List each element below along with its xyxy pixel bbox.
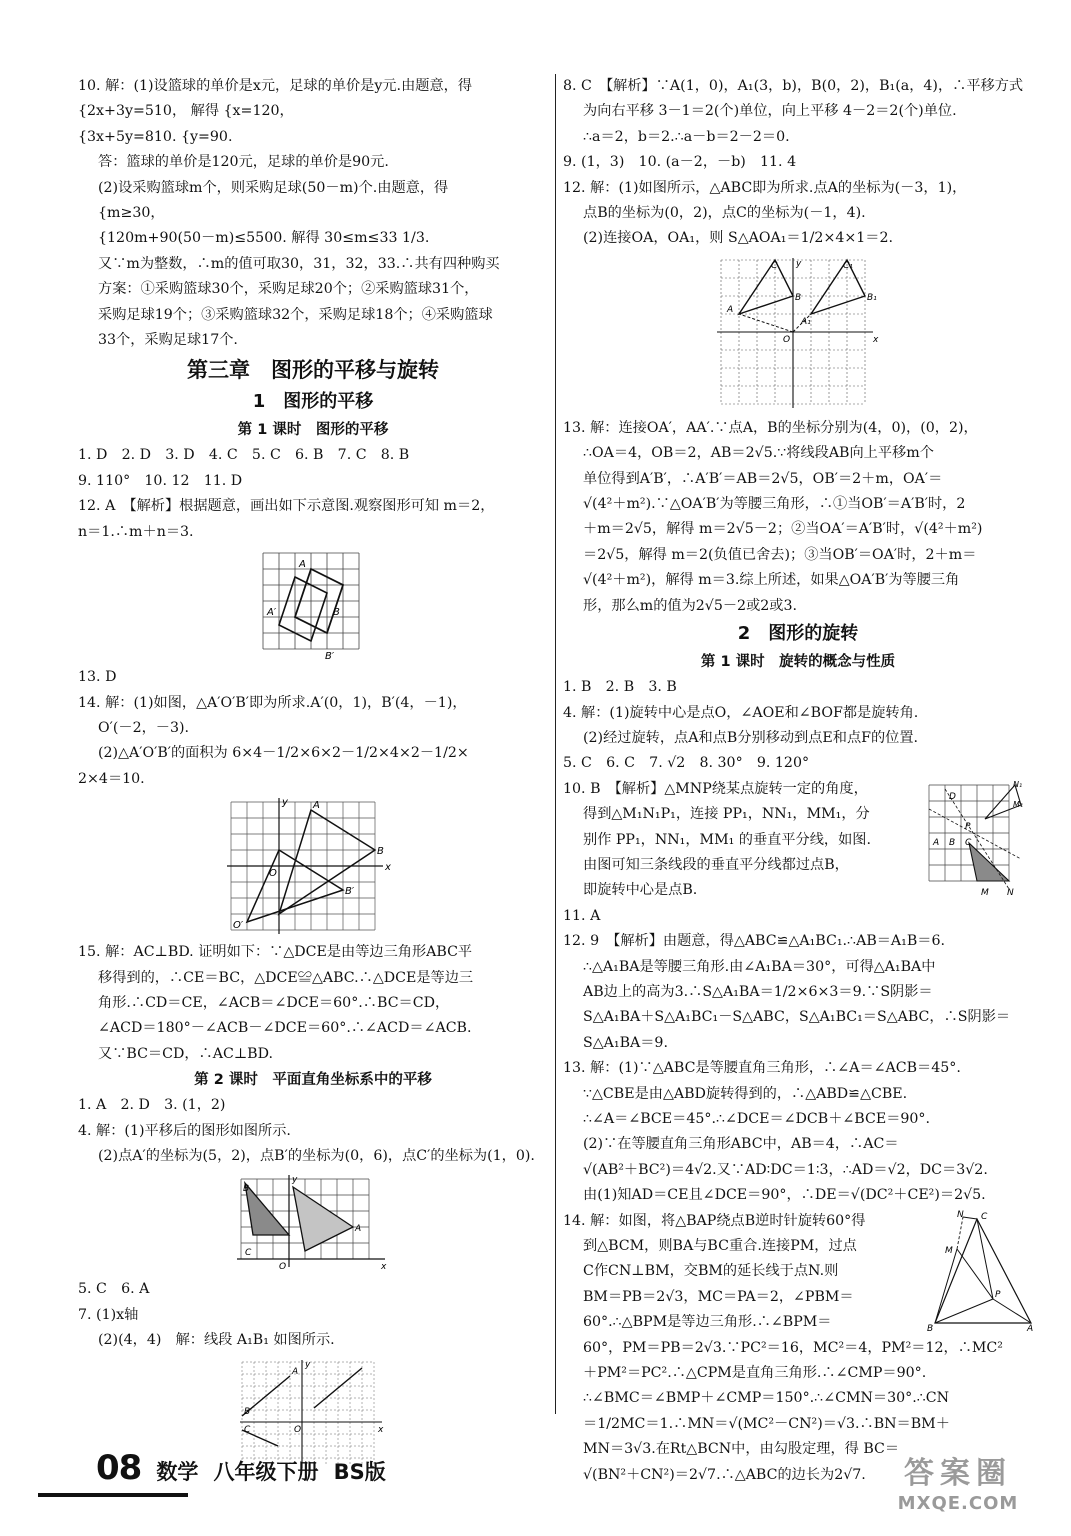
- text-line: ＋m＝2√5，解得 m＝2√5－2；②当OA′＝A′B′时，√(4²＋m²): [583, 521, 983, 538]
- text-line: ＝2√5，解得 m＝2(负值已舍去)；③当OB′＝OA′时，2＋m＝: [583, 546, 977, 563]
- text-line: 答：篮球的单价是120元，足球的单价是90元.: [98, 154, 389, 171]
- text-line: MN＝3√3.在Rt△BCN中，由勾股定理，得 BC＝: [583, 1441, 900, 1458]
- label-y: y: [796, 258, 802, 269]
- text-line: ＋PM²＝PC².∴△CPM是直角三角形.∴∠CMP＝90°.: [583, 1365, 927, 1382]
- text-line: S△A₁BA＝9.: [583, 1034, 668, 1051]
- text-line: 14. 解：(1)如图，△A′O′B′即为所求.A′(0，1)，B′(4，－1)，: [78, 694, 467, 711]
- label-b1: B₁: [867, 292, 877, 303]
- text-line: n＝1.∴m＋n＝3.: [78, 523, 194, 540]
- text-line: 13. 解：(1)∵△ABC是等腰直角三角形，∴∠A＝∠ACB＝45°.: [563, 1060, 961, 1077]
- text-line: 到△BCM，则BA与BC重合.连接PM，过点: [583, 1238, 857, 1255]
- label-c: C: [965, 837, 972, 848]
- label-c: C: [981, 1211, 988, 1222]
- text-line: 又∵BC＝CD，∴AC⊥BD.: [98, 1045, 273, 1062]
- right-column: [563, 74, 1033, 1488]
- text-line: √(4²＋m²).∵△OA′B′为等腰三角形，∴①当OB′＝A′B′时，2: [583, 496, 966, 513]
- text-line: 7. (1)x轴: [78, 1306, 139, 1323]
- text-line: ∴∠A＝∠BCE＝45°.∴∠DCE＝∠DCB＋∠BCE＝90°.: [583, 1111, 931, 1127]
- text-line: (2)设采购篮球m个，则采购足球(50－m)个.由题意，得: [98, 179, 449, 196]
- text-line: 60°.∴△BPM是等边三角形.∴∠BPM＝: [583, 1314, 832, 1331]
- text-line: 13. D: [78, 669, 117, 686]
- figure-q12-grid: [253, 549, 373, 661]
- text-line: 1. D 2. D 3. D 4. C 5. C 6. B 7. C 8. B: [78, 447, 410, 464]
- section-title: 2 图形的旋转: [737, 623, 859, 645]
- text-line: (2)∵在等腰直角三角形ABC中，AB＝4，∴AC＝: [583, 1136, 899, 1153]
- text-line: 10. B 【解析】△MNP绕某点旋转一定的角度，: [563, 780, 868, 797]
- text-line: 9. (1，3) 10. (a－2，－b) 11. 4: [563, 154, 797, 171]
- text-line: 1. B 2. B 3. B: [563, 679, 677, 696]
- label-b: B: [243, 1184, 250, 1195]
- label-o-prime: O′: [233, 920, 244, 932]
- label-m1: M₁: [1013, 799, 1024, 809]
- lesson-title: 第 2 课时 平面直角坐标系中的平移: [194, 1072, 432, 1089]
- label-c1: C₁: [843, 260, 853, 271]
- text-line: 采购足球19个；③采购篮球32个，采购足球18个；④采购篮球: [98, 306, 493, 323]
- label-x: x: [873, 334, 879, 345]
- label-o: O: [279, 1262, 287, 1273]
- page-footer: [96, 1448, 386, 1488]
- label-n: N: [1007, 887, 1014, 898]
- figure-q4-grid: [235, 1173, 391, 1273]
- text-line: ∴a＝2，b＝2.∴a－b＝2－2＝0.: [583, 128, 790, 145]
- label-o: O: [294, 1424, 302, 1435]
- label-a: A: [313, 800, 320, 812]
- label-o: O: [269, 868, 277, 880]
- label-m: M: [945, 1245, 953, 1256]
- q10-block: [78, 74, 548, 353]
- left-column: [78, 74, 548, 1474]
- text-line: 12. A 【解析】根据题意，画出如下示意图.观察图形可知 m＝2，: [78, 498, 495, 515]
- watermark-url: MXQE.COM: [897, 1493, 1019, 1514]
- text-line: 别作 PP₁，NN₁，MM₁ 的垂直平分线，如图.: [583, 831, 872, 848]
- text-line: 点B的坐标为(0，2)，点C的坐标为(－1，4).: [583, 205, 866, 222]
- text-line: √(AB²＋BC²)＝4√2.又∵AD∶DC＝1∶3，∴AD＝√2，DC＝3√2.: [583, 1161, 988, 1178]
- section-title: 1 图形的平移: [252, 391, 374, 413]
- label-x: x: [378, 1424, 384, 1435]
- text-line: 13. 解：连接OA′，AA′.∵点A，B的坐标分别为(4，0)，(0，2)，: [563, 419, 978, 436]
- text-line: {3x+5y=810. {y=90.: [78, 128, 233, 145]
- label-b: B: [927, 1323, 934, 1333]
- figure-q14-grid: [225, 796, 401, 936]
- watermark-title: 答案圈: [904, 1456, 1012, 1491]
- text-line: (2)△A′O′B′的面积为 6×4－1/2×6×2－1/2×4×2－1/2×: [98, 745, 469, 762]
- text-line: √(4²＋m²)，解得 m＝3.综上所述，如果△OA′B′为等腰三角: [583, 572, 960, 589]
- text-line: 33个，采购足球17个.: [98, 332, 238, 349]
- label-m: M: [981, 887, 989, 898]
- lesson-title: 第 1 课时 图形的平移: [237, 422, 389, 439]
- text-line: 4. 解：(1)旋转中心是点O，∠AOE和∠BOF都是旋转角.: [563, 704, 919, 721]
- text-line: ∴OA＝4，OB＝2，AB＝2√5.∵将线段AB向上平移m个: [583, 445, 934, 462]
- text-line: 又∵m为整数，∴m的值可取30，31，32，33.∴共有四种购买: [98, 255, 500, 272]
- text-line: 由图可知三条线段的垂直平分线都过点B，: [583, 856, 849, 873]
- text-line: 得到△M₁N₁P₁，连接 PP₁，NN₁，MM₁，分: [583, 806, 870, 823]
- text-line: O′(－2，－3).: [98, 719, 190, 736]
- label-c: C: [771, 260, 778, 271]
- text-line: (2)点A′的坐标为(5，2)，点B′的坐标为(0，6)，点C′的坐标为(1，0).: [98, 1147, 535, 1164]
- edition-label: BS版: [333, 1460, 386, 1484]
- label-y: y: [292, 1175, 298, 1186]
- figure-q12-coordinate-grid: [713, 256, 883, 412]
- label-n1: N₁: [1013, 779, 1023, 789]
- label-b: B: [795, 292, 802, 303]
- label-a-prime: A′: [267, 607, 277, 619]
- text-line: 11. A: [563, 907, 601, 924]
- text-line: 角形.∴CD＝CE，∠ACB＝∠DCE＝60°.∴BC＝CD，: [98, 994, 450, 1011]
- text-line: (2)经过旋转，点A和点B分别移动到点E和点F的位置.: [583, 729, 919, 746]
- label-a: A: [727, 304, 734, 315]
- text-line: 4. 解：(1)平移后的图形如图所示.: [78, 1122, 291, 1139]
- text-line: 12. 解：(1)如图所示，△ABC即为所求.点A的坐标为(－3，1)，: [563, 179, 967, 196]
- label-a: A: [292, 1366, 299, 1377]
- text-line: 单位得到A′B′，∴A′B′＝AB＝2√5，OB′＝2＋m，OA′＝: [583, 470, 943, 487]
- text-line: 5. C 6. C 7. √2 8. 30° 9. 120°: [563, 755, 810, 772]
- figure-q14-triangle: [927, 1209, 1037, 1333]
- text-line: {120m+90(50－m)≤5500. 解得 30≤m≤33 1/3.: [98, 230, 430, 247]
- text-line: ∵△CBE是由△ABD旋转得到的，∴△ABD≌△CBE.: [583, 1085, 908, 1102]
- label-x: x: [381, 1262, 387, 1273]
- text-line: 即旋转中心是点B.: [583, 882, 698, 899]
- label-n: N: [957, 1209, 964, 1220]
- watermark: [883, 1455, 1033, 1525]
- label-a1: A₁: [801, 316, 811, 327]
- subject-label: 数学: [156, 1460, 199, 1484]
- text-line: 由(1)知AD＝CE且∠DCE＝90°，∴DE＝√(DC²＋CE²)＝2√5.: [583, 1187, 986, 1204]
- text-line: 1. A 2. D 3. (1，2): [78, 1097, 226, 1114]
- text-line: 14. 解：如图，将△BAP绕点B逆时针旋转60°得: [563, 1212, 866, 1229]
- text-line: √(BN²＋CN²)＝2√7.∴△ABC的边长为2√7.: [583, 1466, 866, 1483]
- label-b: B: [333, 607, 340, 619]
- label-y: y: [305, 1359, 311, 1370]
- label-b-prime: B′: [345, 886, 355, 898]
- text-line: 10. 解：(1)设篮球的单价是x元，足球的单价是y元.由题意，得: [78, 78, 473, 94]
- text-line: ∴△A₁BA是等腰三角形.由∠A₁BA＝30°，可得△A₁BA中: [583, 958, 936, 975]
- label-b: B: [244, 1406, 251, 1417]
- label-c: C: [244, 1424, 251, 1435]
- label-a: A: [355, 1224, 362, 1235]
- text-line: (2)连接OA，OA₁，则 S△AOA₁＝1/2×4×1＝2.: [583, 230, 893, 247]
- label-d: D: [949, 791, 956, 802]
- text-line: 移得到的，∴CE＝BC，△DCE≌△ABC.∴△DCE是等边三: [98, 969, 474, 986]
- text-line: 60°，PM＝PB＝2√3.∵PC²＝16，MC²＝4，PM²＝12，∴MC²: [583, 1339, 1003, 1356]
- text-line: ∠ACD＝180°－∠ACB－∠DCE＝60°.∴∠ACD＝∠ACB.: [98, 1020, 472, 1037]
- label-a: A: [299, 559, 306, 571]
- text-line: (2)(4，4) 解：线段 A₁B₁ 如图所示.: [98, 1332, 335, 1349]
- label-y: y: [282, 797, 288, 809]
- text-line: 15. 解：AC⊥BD. 证明如下：∵△DCE是由等边三角形ABC平: [78, 944, 473, 961]
- label-a: A: [933, 837, 940, 848]
- text-line: ＝1/2MC＝1.∴MN＝√(MC²－CN²)＝√3.∴BN＝BM＋: [583, 1415, 950, 1432]
- label-b-prime: B′: [325, 651, 335, 662]
- q10-block: [563, 777, 1033, 904]
- grade-label: 八年级下册: [213, 1460, 319, 1484]
- text-line: ∴∠BMC＝∠BMP＋∠CMP＝150°.∴∠CMN＝30°.∴CN: [583, 1390, 950, 1407]
- text-line: 12. 9 【解析】由题意，得△ABC≌△A₁BC₁.∴AB＝A₁B＝6.: [563, 933, 946, 950]
- footer-bar: [38, 1493, 188, 1497]
- chapter-title: 第三章 图形的平移与旋转: [187, 358, 439, 383]
- label-b: B: [949, 837, 956, 848]
- text-line: 8. C 【解析】∵A(1，0)，A₁(3，b)，B(0，2)，B₁(a，4)，∴平移方式: [563, 78, 1024, 94]
- label-a: A: [1027, 1323, 1034, 1333]
- lesson-title: 第 1 课时 旋转的概念与性质: [700, 654, 896, 671]
- q14-block: [563, 1209, 1033, 1488]
- figure-q10-grid: [925, 779, 1025, 901]
- text-line: 9. 110° 10. 12 11. D: [78, 472, 243, 489]
- text-line: 5. C 6. A: [78, 1281, 150, 1298]
- text-line: 方案：①采购篮球30个，采购足球20个；②采购篮球31个，: [98, 281, 479, 298]
- page-number: 08: [96, 1448, 142, 1488]
- label-c: C: [245, 1248, 252, 1259]
- text-line: S△A₁BA＋S△A₁BC₁－S△ABC，S△A₁BC₁＝S△ABC，∴S阴影＝: [583, 1009, 1011, 1026]
- text-line: C作CN⊥BM，交BM的延长线于点N.则: [583, 1263, 839, 1280]
- text-line: 为向右平移 3－1＝2(个)单位，向上平移 4－2＝2(个)单位.: [583, 103, 957, 120]
- text-line: {2x+3y=510， 解得 {x=120，: [78, 103, 294, 120]
- label-b: B: [377, 846, 384, 858]
- text-line: {m≥30，: [98, 205, 165, 222]
- column-divider: [555, 74, 556, 1414]
- label-p: P: [965, 821, 971, 832]
- text-line: 2×4＝10.: [78, 770, 145, 787]
- label-o: O: [783, 334, 791, 345]
- label-p: P: [995, 1289, 1001, 1300]
- text-line: 形，那么m的值为2√5－2或2或3.: [583, 597, 798, 614]
- text-line: AB边上的高为3.∴S△A₁BA＝1/2×6×3＝9.∵S阴影＝: [583, 983, 933, 1000]
- label-x: x: [385, 862, 391, 874]
- text-line: BM＝PB＝2√3，MC＝PA＝2，∠PBM＝: [583, 1288, 854, 1305]
